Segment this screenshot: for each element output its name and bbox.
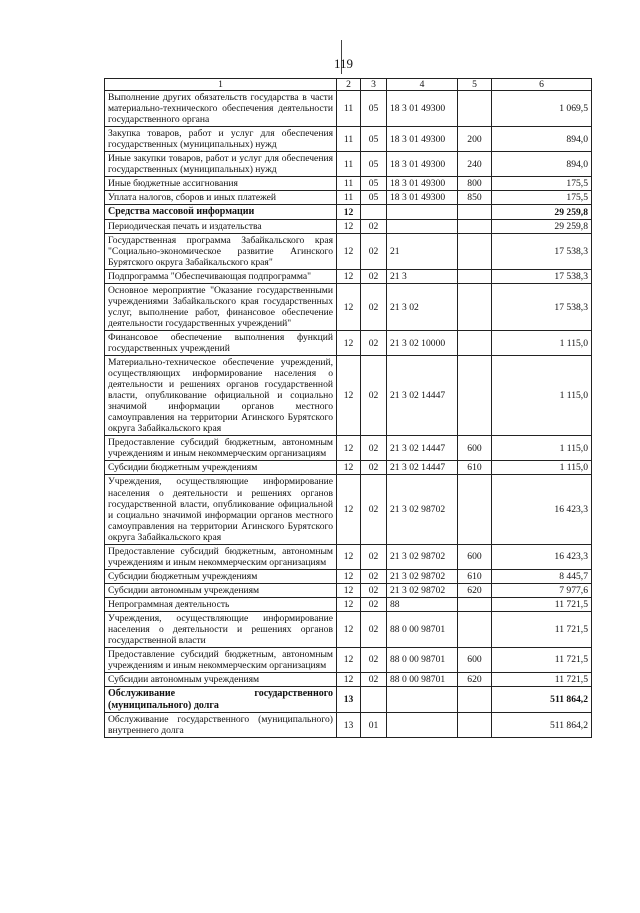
row-section-cell: 02: [361, 672, 387, 686]
row-section-cell: 02: [361, 219, 387, 233]
row-code-cell: 21 3: [387, 269, 458, 283]
row-amount-cell: 1 115,0: [492, 331, 592, 356]
row-type-cell: [458, 331, 492, 356]
row-ved-cell: 12: [337, 436, 361, 461]
row-name-cell: Предоставление субсидий бюджетным, автономным учреждениям и иным некоммерческим организациям: [105, 436, 337, 461]
row-code-cell: 21 3 02 98702: [387, 569, 458, 583]
row-section-cell: [361, 687, 387, 713]
row-name-cell: Учреждения, осуществляющие информирование населения о деятельности и решениях органов государственной власти: [105, 611, 337, 647]
row-amount-cell: 1 069,5: [492, 91, 592, 127]
table-row: [105, 127, 592, 152]
row-name-cell: Государственная программа Забайкальского края "Социально-экономическое развитие Агинского Бурятского округа Забайкальского края": [105, 233, 337, 269]
row-name-cell: Материально-техническое обеспечение учреждений, осуществляющих информирование населения о деятельности и решениях органов государственной власти, опубликование официальной и социально значимой информации органов местного самоуправления на территории Агинского Бурятского округа Забайкальского края: [105, 356, 337, 436]
table-row: [105, 283, 592, 330]
row-code-cell: 21 3 02 98702: [387, 475, 458, 544]
row-type-cell: [458, 269, 492, 283]
row-section-cell: 02: [361, 283, 387, 330]
row-amount-cell: 8 445,7: [492, 569, 592, 583]
row-section-cell: 05: [361, 127, 387, 152]
row-section-cell: 05: [361, 152, 387, 177]
row-ved-cell: 12: [337, 461, 361, 475]
row-amount-cell: 175,5: [492, 191, 592, 205]
row-section-cell: 02: [361, 331, 387, 356]
row-ved-cell: 12: [337, 219, 361, 233]
row-amount-cell: 1 115,0: [492, 461, 592, 475]
header-cell-section: 3: [361, 79, 387, 91]
row-section-cell: 02: [361, 611, 387, 647]
row-section-cell: 02: [361, 475, 387, 544]
row-type-cell: 610: [458, 461, 492, 475]
row-ved-cell: 13: [337, 713, 361, 738]
row-section-cell: 02: [361, 436, 387, 461]
table-row: [105, 583, 592, 597]
row-code-cell: 21 3 02 98702: [387, 583, 458, 597]
row-amount-cell: 7 977,6: [492, 583, 592, 597]
row-name-cell: Учреждения, осуществляющие информирование населения о деятельности и решениях органов государственной власти, опубликование официальной и социально значимой информации органов местного самоуправления на территории Агинского Бурятского округа Забайкальского края: [105, 475, 337, 544]
table-row: [105, 356, 592, 436]
row-name-cell: Закупка товаров, работ и услуг для обеспечения государственных (муниципальных) нужд: [105, 127, 337, 152]
row-type-cell: 240: [458, 152, 492, 177]
row-name-cell: Субсидии автономным учреждениям: [105, 672, 337, 686]
header-cell-ved: 2: [337, 79, 361, 91]
table-row: [105, 269, 592, 283]
header-cell-type: 5: [458, 79, 492, 91]
row-ved-cell: 12: [337, 356, 361, 436]
row-name-cell: Субсидии бюджетным учреждениям: [105, 569, 337, 583]
row-type-cell: 600: [458, 436, 492, 461]
row-name-cell: Предоставление субсидий бюджетным, автономным учреждениям и иным некоммерческим организациям: [105, 647, 337, 672]
row-code-cell: 88 0 00 98701: [387, 647, 458, 672]
row-section-cell: 02: [361, 269, 387, 283]
row-type-cell: [458, 356, 492, 436]
row-name-cell: Уплата налогов, сборов и иных платежей: [105, 191, 337, 205]
table-row: [105, 205, 592, 220]
row-amount-cell: 17 538,3: [492, 233, 592, 269]
row-code-cell: 21 3 02 98702: [387, 544, 458, 569]
row-name-cell: Обслуживание государственного (муниципального) долга: [105, 687, 337, 713]
row-code-cell: [387, 687, 458, 713]
table-row: [105, 233, 592, 269]
row-ved-cell: 12: [337, 611, 361, 647]
row-ved-cell: 11: [337, 191, 361, 205]
table-row: [105, 331, 592, 356]
row-type-cell: [458, 475, 492, 544]
row-amount-cell: 29 259,8: [492, 205, 592, 220]
page-number: 119: [334, 56, 354, 71]
row-amount-cell: 11 721,5: [492, 597, 592, 611]
row-section-cell: 05: [361, 91, 387, 127]
row-name-cell: Подпрограмма "Обеспечивающая подпрограмма": [105, 269, 337, 283]
row-ved-cell: 12: [337, 544, 361, 569]
header-cell-code: 4: [387, 79, 458, 91]
row-name-cell: Субсидии автономным учреждениям: [105, 583, 337, 597]
row-type-cell: [458, 205, 492, 220]
table-row: [105, 191, 592, 205]
row-type-cell: 620: [458, 672, 492, 686]
row-name-cell: Основное мероприятие "Оказание государственными учреждениями Забайкальского края государственных услуг, выполнение работ, финансовое обеспечение деятельности государственных учреждений": [105, 283, 337, 330]
row-type-cell: 800: [458, 177, 492, 191]
row-ved-cell: 12: [337, 475, 361, 544]
row-section-cell: 01: [361, 713, 387, 738]
row-name-cell: Финансовое обеспечение выполнения функций государственных учреждений: [105, 331, 337, 356]
row-amount-cell: 511 864,2: [492, 687, 592, 713]
row-code-cell: 21 3 02 14447: [387, 436, 458, 461]
row-amount-cell: 894,0: [492, 127, 592, 152]
row-amount-cell: 17 538,3: [492, 283, 592, 330]
row-name-cell: Субсидии бюджетным учреждениям: [105, 461, 337, 475]
row-type-cell: 610: [458, 569, 492, 583]
table-row: [105, 177, 592, 191]
row-code-cell: 21 3 02 14447: [387, 461, 458, 475]
row-ved-cell: 12: [337, 269, 361, 283]
row-name-cell: Обслуживание государственного (муниципального) внутреннего долга: [105, 713, 337, 738]
row-amount-cell: 29 259,8: [492, 219, 592, 233]
row-name-cell: Иные закупки товаров, работ и услуг для обеспечения государственных (муниципальных) нужд: [105, 152, 337, 177]
header-row: [105, 79, 592, 91]
row-section-cell: [361, 205, 387, 220]
table-row: [105, 597, 592, 611]
table-row: [105, 475, 592, 544]
row-amount-cell: 17 538,3: [492, 269, 592, 283]
row-type-cell: 600: [458, 647, 492, 672]
row-code-cell: 18 3 01 49300: [387, 177, 458, 191]
table-row: [105, 672, 592, 686]
row-code-cell: 88 0 00 98701: [387, 672, 458, 686]
row-type-cell: [458, 687, 492, 713]
row-code-cell: 18 3 01 49300: [387, 127, 458, 152]
header-cell-name: 1: [105, 79, 337, 91]
row-name-cell: Непрограммная деятельность: [105, 597, 337, 611]
row-code-cell: 21: [387, 233, 458, 269]
row-code-cell: [387, 205, 458, 220]
row-amount-cell: 11 721,5: [492, 611, 592, 647]
row-ved-cell: 13: [337, 687, 361, 713]
row-section-cell: 02: [361, 647, 387, 672]
row-type-cell: [458, 611, 492, 647]
row-amount-cell: 894,0: [492, 152, 592, 177]
row-amount-cell: 11 721,5: [492, 672, 592, 686]
row-type-cell: 620: [458, 583, 492, 597]
row-type-cell: 200: [458, 127, 492, 152]
row-amount-cell: 16 423,3: [492, 544, 592, 569]
row-amount-cell: 1 115,0: [492, 356, 592, 436]
row-ved-cell: 12: [337, 597, 361, 611]
row-name-cell: Средства массовой информации: [105, 205, 337, 220]
row-name-cell: Периодическая печать и издательства: [105, 219, 337, 233]
row-ved-cell: 11: [337, 127, 361, 152]
table-row: [105, 569, 592, 583]
row-type-cell: [458, 219, 492, 233]
row-ved-cell: 11: [337, 152, 361, 177]
row-amount-cell: 511 864,2: [492, 713, 592, 738]
budget-table: [104, 78, 592, 738]
row-section-cell: 02: [361, 356, 387, 436]
row-code-cell: 21 3 02 14447: [387, 356, 458, 436]
table-row: [105, 713, 592, 738]
table-row: [105, 611, 592, 647]
row-ved-cell: 12: [337, 283, 361, 330]
row-ved-cell: 11: [337, 177, 361, 191]
table-row: [105, 647, 592, 672]
row-name-cell: Предоставление субсидий бюджетным, автономным учреждениям и иным некоммерческим организациям: [105, 544, 337, 569]
row-section-cell: 02: [361, 597, 387, 611]
row-section-cell: 02: [361, 544, 387, 569]
row-code-cell: 18 3 01 49300: [387, 191, 458, 205]
row-type-cell: [458, 91, 492, 127]
row-ved-cell: 12: [337, 583, 361, 597]
row-name-cell: Иные бюджетные ассигнования: [105, 177, 337, 191]
table-row: [105, 687, 592, 713]
row-section-cell: 02: [361, 461, 387, 475]
table-body: [105, 91, 592, 738]
table-row: [105, 152, 592, 177]
row-code-cell: 18 3 01 49300: [387, 152, 458, 177]
row-type-cell: 600: [458, 544, 492, 569]
row-section-cell: 02: [361, 569, 387, 583]
table-row: [105, 91, 592, 127]
header-cell-amount: 6: [492, 79, 592, 91]
row-section-cell: 05: [361, 177, 387, 191]
row-type-cell: 850: [458, 191, 492, 205]
row-code-cell: 21 3 02 10000: [387, 331, 458, 356]
row-ved-cell: 11: [337, 91, 361, 127]
row-type-cell: [458, 597, 492, 611]
row-type-cell: [458, 283, 492, 330]
table-row: [105, 461, 592, 475]
row-amount-cell: 175,5: [492, 177, 592, 191]
row-code-cell: 21 3 02: [387, 283, 458, 330]
row-ved-cell: 12: [337, 647, 361, 672]
row-type-cell: [458, 233, 492, 269]
row-ved-cell: 12: [337, 331, 361, 356]
row-name-cell: Выполнение других обязательств государства в части материально-технического обеспечения деятельности государственного органа: [105, 91, 337, 127]
table-row: [105, 544, 592, 569]
row-code-cell: 88 0 00 98701: [387, 611, 458, 647]
row-amount-cell: 1 115,0: [492, 436, 592, 461]
table-row: [105, 436, 592, 461]
row-section-cell: 05: [361, 191, 387, 205]
row-section-cell: 02: [361, 583, 387, 597]
row-type-cell: [458, 713, 492, 738]
row-code-cell: 18 3 01 49300: [387, 91, 458, 127]
row-code-cell: [387, 219, 458, 233]
row-code-cell: [387, 713, 458, 738]
row-section-cell: 02: [361, 233, 387, 269]
row-amount-cell: 11 721,5: [492, 647, 592, 672]
row-ved-cell: 12: [337, 569, 361, 583]
row-ved-cell: 12: [337, 233, 361, 269]
row-ved-cell: 12: [337, 672, 361, 686]
row-ved-cell: 12: [337, 205, 361, 220]
table-row: [105, 219, 592, 233]
row-amount-cell: 16 423,3: [492, 475, 592, 544]
row-code-cell: 88: [387, 597, 458, 611]
